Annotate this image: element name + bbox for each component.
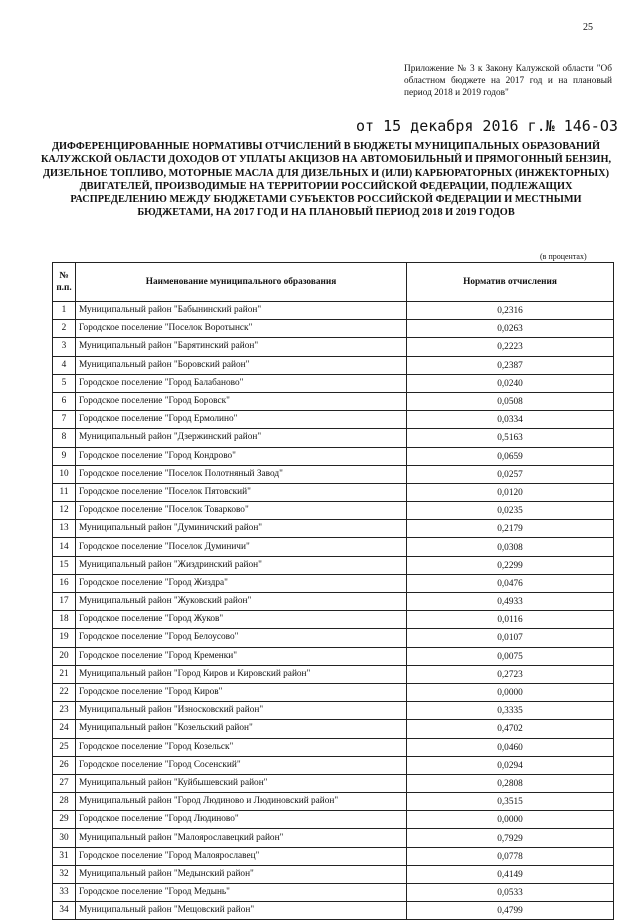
row-norm-value: 0,0508 — [407, 392, 614, 410]
row-norm-value: 0,0778 — [407, 847, 614, 865]
row-municipality-name: Городское поселение "Поселок Думиничи" — [76, 538, 407, 556]
row-municipality-name: Городское поселение "Город Медынь" — [76, 884, 407, 902]
row-number: 12 — [53, 502, 76, 520]
table-row — [53, 593, 614, 611]
row-norm-value: 0,2223 — [407, 338, 614, 356]
row-number: 20 — [53, 647, 76, 665]
row-norm-value: 0,2179 — [407, 520, 614, 538]
row-number: 25 — [53, 738, 76, 756]
header-norm: Норматив отчисления — [407, 263, 614, 302]
row-number: 8 — [53, 429, 76, 447]
row-number: 5 — [53, 374, 76, 392]
row-municipality-name: Городское поселение "Город Жуков" — [76, 611, 407, 629]
table-row — [53, 774, 614, 792]
row-number: 1 — [53, 302, 76, 320]
table-body — [53, 302, 614, 920]
row-norm-value: 0,0659 — [407, 447, 614, 465]
table-row — [53, 738, 614, 756]
row-number: 3 — [53, 338, 76, 356]
row-municipality-name: Городское поселение "Город Козельск" — [76, 738, 407, 756]
row-norm-value: 0,0075 — [407, 647, 614, 665]
row-norm-value: 0,0294 — [407, 756, 614, 774]
row-municipality-name: Городское поселение "Город Киров" — [76, 683, 407, 701]
table-row — [53, 302, 614, 320]
table-row — [53, 338, 614, 356]
row-municipality-name: Муниципальный район "Куйбышевский район" — [76, 774, 407, 792]
table-row — [53, 720, 614, 738]
row-number: 24 — [53, 720, 76, 738]
row-norm-value: 0,3515 — [407, 793, 614, 811]
row-number: 21 — [53, 665, 76, 683]
row-municipality-name: Городское поселение "Город Кременки" — [76, 647, 407, 665]
row-number: 9 — [53, 447, 76, 465]
row-municipality-name: Городское поселение "Город Кондрово" — [76, 447, 407, 465]
table-row — [53, 502, 614, 520]
row-municipality-name: Городское поселение "Поселок Воротынск" — [76, 320, 407, 338]
row-number: 13 — [53, 520, 76, 538]
norms-table — [52, 262, 614, 920]
row-municipality-name: Муниципальный район "Барятинский район" — [76, 338, 407, 356]
table-row — [53, 520, 614, 538]
table-row — [53, 483, 614, 501]
row-number: 18 — [53, 611, 76, 629]
header-number-line2: п.п. — [56, 283, 72, 293]
row-municipality-name: Муниципальный район "Мещовский район" — [76, 902, 407, 920]
row-municipality-name: Городское поселение "Город Сосенский" — [76, 756, 407, 774]
table-row — [53, 320, 614, 338]
row-municipality-name: Муниципальный район "Жуковский район" — [76, 593, 407, 611]
row-number: 28 — [53, 793, 76, 811]
row-municipality-name: Муниципальный район "Думиничский район" — [76, 520, 407, 538]
row-municipality-name: Городское поселение "Поселок Пятовский" — [76, 483, 407, 501]
row-norm-value: 0,0334 — [407, 411, 614, 429]
row-municipality-name: Муниципальный район "Козельский район" — [76, 720, 407, 738]
row-number: 2 — [53, 320, 76, 338]
row-number: 30 — [53, 829, 76, 847]
row-norm-value: 0,0460 — [407, 738, 614, 756]
row-norm-value: 0,2387 — [407, 356, 614, 374]
row-number: 14 — [53, 538, 76, 556]
row-number: 26 — [53, 756, 76, 774]
row-norm-value: 0,2808 — [407, 774, 614, 792]
table-row — [53, 829, 614, 847]
row-norm-value: 0,3335 — [407, 702, 614, 720]
row-number: 22 — [53, 683, 76, 701]
table-row — [53, 556, 614, 574]
row-municipality-name: Муниципальный район "Малоярославецкий район" — [76, 829, 407, 847]
table-row — [53, 411, 614, 429]
row-norm-value: 0,0240 — [407, 374, 614, 392]
row-norm-value: 0,2299 — [407, 556, 614, 574]
row-municipality-name: Городское поселение "Город Балабаново" — [76, 374, 407, 392]
page-number: 25 — [583, 22, 593, 33]
row-norm-value: 0,4799 — [407, 902, 614, 920]
row-norm-value: 0,0533 — [407, 884, 614, 902]
table-row — [53, 447, 614, 465]
document-title: ДИФФЕРЕНЦИРОВАННЫЕ НОРМАТИВЫ ОТЧИСЛЕНИЙ В БЮДЖЕТЫ МУНИЦИПАЛЬНЫХ ОБРАЗОВАНИЙ КАЛУЖСКОЙ ОБЛАСТИ ДОХОДОВ ОТ УПЛАТЫ АКЦИЗОВ НА АВТОМОБИЛЬНЫЙ И ПРЯМОГОННЫЙ БЕНЗИН, ДИЗЕЛЬНОЕ ТОПЛИВО, МОТОРНЫЕ МАСЛА ДЛЯ ДИЗЕЛЬНЫХ И (ИЛИ) КАРБЮРАТОРНЫХ (ИНЖЕКТОРНЫХ) ДВИГАТЕЛЕЙ, ПРОИЗВОДИМЫЕ НА ТЕРРИТОРИИ РОССИЙСКОЙ ФЕДЕРАЦИИ, ПОДЛЕЖАЩИХ РАСПРЕДЕЛЕНИЮ МЕЖДУ БЮДЖЕТАМИ СУБЪЕКТОВ РОССИЙСКОЙ ФЕДЕРАЦИИ И МЕСТНЫМИ БЮДЖЕТАМИ, НА 2017 ГОД И НА ПЛАНОВЫЙ ПЕРИОД 2018 И 2019 ГОДОВ — [40, 141, 612, 219]
table-row — [53, 902, 614, 920]
header-number-line1: № — [59, 271, 69, 281]
row-norm-value: 0,0116 — [407, 611, 614, 629]
appendix-note: Приложение № 3 к Закону Калужской области "Об областном бюджете на 2017 год и на плановый период 2018 и 2019 годов" — [404, 64, 612, 98]
law-date-stamp: от 15 декабря 2016 г.№ 146-ОЗ — [356, 117, 618, 135]
row-number: 32 — [53, 865, 76, 883]
table-row — [53, 647, 614, 665]
row-number: 4 — [53, 356, 76, 374]
table-row — [53, 611, 614, 629]
header-name: Наименование муниципального образования — [76, 263, 407, 302]
row-municipality-name: Городское поселение "Город Ермолино" — [76, 411, 407, 429]
table-row — [53, 629, 614, 647]
row-number: 33 — [53, 884, 76, 902]
row-municipality-name: Муниципальный район "Город Людиново и Людиновский район" — [76, 793, 407, 811]
row-municipality-name: Муниципальный район "Боровский район" — [76, 356, 407, 374]
table-header-row — [53, 263, 614, 302]
row-norm-value: 0,4702 — [407, 720, 614, 738]
units-note: (в процентах) — [540, 252, 587, 261]
row-norm-value: 0,0263 — [407, 320, 614, 338]
row-norm-value: 0,0000 — [407, 811, 614, 829]
row-municipality-name: Городское поселение "Город Людиново" — [76, 811, 407, 829]
row-number: 19 — [53, 629, 76, 647]
row-norm-value: 0,0107 — [407, 629, 614, 647]
table-row — [53, 847, 614, 865]
row-municipality-name: Муниципальный район "Износковский район" — [76, 702, 407, 720]
table-row — [53, 538, 614, 556]
table-row — [53, 374, 614, 392]
row-number: 10 — [53, 465, 76, 483]
row-municipality-name: Городское поселение "Поселок Полотняный Завод" — [76, 465, 407, 483]
table-row — [53, 793, 614, 811]
row-number: 16 — [53, 574, 76, 592]
row-number: 23 — [53, 702, 76, 720]
header-number — [53, 263, 76, 302]
row-municipality-name: Муниципальный район "Жиздринский район" — [76, 556, 407, 574]
table-row — [53, 574, 614, 592]
table-row — [53, 811, 614, 829]
row-municipality-name: Городское поселение "Город Белоусово" — [76, 629, 407, 647]
table-row — [53, 756, 614, 774]
table-row — [53, 356, 614, 374]
row-municipality-name: Городское поселение "Город Малоярославец" — [76, 847, 407, 865]
row-municipality-name: Городское поселение "Город Жиздра" — [76, 574, 407, 592]
row-municipality-name: Муниципальный район "Дзержинский район" — [76, 429, 407, 447]
row-number: 31 — [53, 847, 76, 865]
row-norm-value: 0,2723 — [407, 665, 614, 683]
row-municipality-name: Муниципальный район "Медынский район" — [76, 865, 407, 883]
row-norm-value: 0,7929 — [407, 829, 614, 847]
row-norm-value: 0,4149 — [407, 865, 614, 883]
table-row — [53, 465, 614, 483]
table-row — [53, 865, 614, 883]
row-norm-value: 0,2316 — [407, 302, 614, 320]
table-row — [53, 392, 614, 410]
row-number: 34 — [53, 902, 76, 920]
row-norm-value: 0,5163 — [407, 429, 614, 447]
row-number: 27 — [53, 774, 76, 792]
row-norm-value: 0,0235 — [407, 502, 614, 520]
row-norm-value: 0,0120 — [407, 483, 614, 501]
row-number: 15 — [53, 556, 76, 574]
row-number: 7 — [53, 411, 76, 429]
row-number: 11 — [53, 483, 76, 501]
row-norm-value: 0,0476 — [407, 574, 614, 592]
row-number: 29 — [53, 811, 76, 829]
table-row — [53, 683, 614, 701]
row-number: 17 — [53, 593, 76, 611]
table-row — [53, 429, 614, 447]
row-municipality-name: Городское поселение "Город Боровск" — [76, 392, 407, 410]
table-row — [53, 702, 614, 720]
row-municipality-name: Муниципальный район "Бабынинский район" — [76, 302, 407, 320]
row-norm-value: 0,0000 — [407, 683, 614, 701]
row-municipality-name: Муниципальный район "Город Киров и Кировский район" — [76, 665, 407, 683]
row-municipality-name: Городское поселение "Поселок Товарково" — [76, 502, 407, 520]
row-norm-value: 0,0308 — [407, 538, 614, 556]
row-norm-value: 0,4933 — [407, 593, 614, 611]
row-norm-value: 0,0257 — [407, 465, 614, 483]
row-number: 6 — [53, 392, 76, 410]
table-row — [53, 884, 614, 902]
table-row — [53, 665, 614, 683]
